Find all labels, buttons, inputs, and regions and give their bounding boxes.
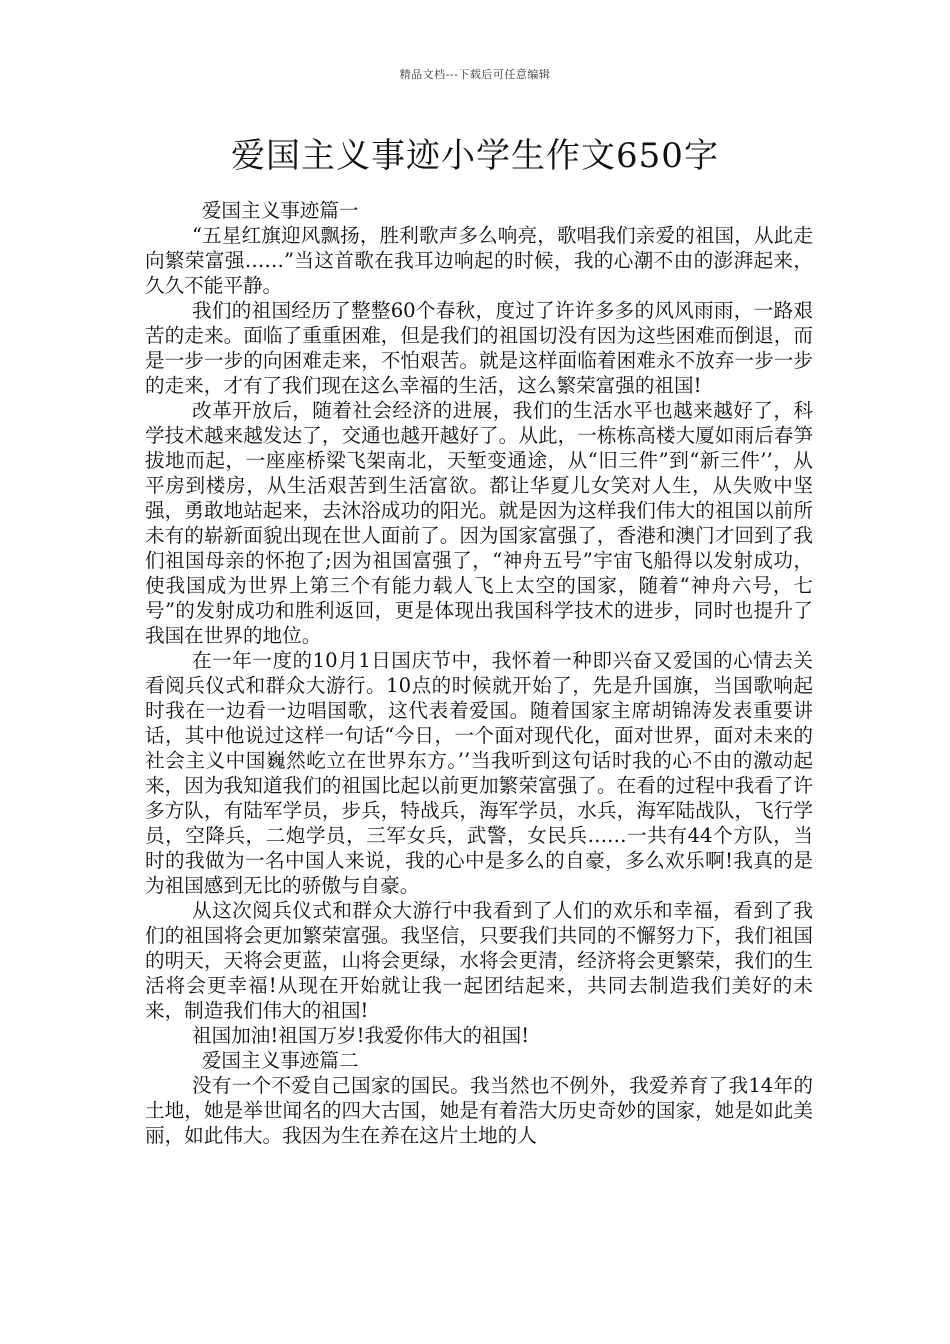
paragraph: 祖国加油!祖国万岁!我爱你伟大的祖国! — [192, 1024, 530, 1047]
section-heading-1: 爱国主义事迹篇一 — [201, 199, 359, 222]
paragraph: 没有一个不爱自己国家的国民。我当然也不例外，我爱养育了我14年的土地，她是举世闻名的四大古国，她是有着浩大历史奇妙的国家，她是如此美丽，如此伟大。我因为生在养在这片土地的人 — [145, 1074, 813, 1147]
paragraph: “五星红旗迎风飘扬，胜利歌声多么响亮，歌唱我们亲爱的祖国，从此走向繁荣富强……”当这首歌在我耳边响起的时候，我的心潮不由的澎湃起来，久久不能平静。 — [145, 224, 813, 297]
section-heading-2: 爱国主义事迹篇二 — [201, 1049, 359, 1072]
document-title: 爱国主义事迹小学生作文650字 — [231, 136, 719, 176]
paragraph: 在一年一度的10月1日国庆节中，我怀着一种即兴奋又爱国的心情去关看阅兵仪式和群众大游行。10点的时候就开始了，先是升国旗，当国歌响起时我在一边看一边唱国歌，这代表着爱国。随着国家主席胡锦涛发表重要讲话，其中他说过这样一句话“今日，一个面对现代化，面对世界，面对未来的社会主义中国巍然屹立在世界东方。’’当我听到这句话时我的心不由的激动起来，因为我知道我们的祖国比起以前更加繁荣富强了。在看的过程中我看了许多方队，有陆军学员，步兵，特战兵，海军学员，水兵，海军陆战队，飞行学员，空降兵，二炮学员，三军女兵，武警，女民兵……一共有44个方队，当时的我做为一名中国人来说，我的心中是多么的自豪，多么欢乐啊!我真的是为祖国感到无比的骄傲与自豪。 — [145, 649, 813, 897]
header-note: 精品文档---下载后可任意编辑 — [399, 68, 551, 81]
paragraph: 我们的祖国经历了整整60个春秋，度过了许许多多的风风雨雨，一路艰苦的走来。面临了重重困难，但是我们的祖国切没有因为这些困难而倒退，而是一步一步的向困难走来，不怕艰苦。就是这样面临着困难永不放弃一步一步的走来，才有了我们现在这么幸福的生活，这么繁荣富强的祖国! — [145, 299, 813, 397]
paragraph: 改革开放后，随着社会经济的进展，我们的生活水平也越来越好了，科学技术越来越发达了，交通也越开越好了。从此，一栋栋高楼大厦如雨后春笋拔地而起，一座座桥梁飞架南北，天堑变通途，从“旧三件”到“新三件’’，从平房到楼房，从生活艰苦到生活富欲。都让华夏儿女笑对人生，从失败中坚强，勇敢地站起来，去沐浴成功的阳光。就是因为这样我们伟大的祖国以前所未有的崭新面貌出现在世人面前了。因为国家富强了，香港和澳门才回到了我们祖国母亲的怀抱了;因为祖国富强了，“神舟五号”宇宙飞船得以发射成功，使我国成为世界上第三个有能力载人飞上太空的国家，随着“神舟六号，七号”的发射成功和胜利返回，更是体现出我国科学技术的进步，同时也提升了我国在世界的地位。 — [145, 399, 813, 647]
paragraph: 从这次阅兵仪式和群众大游行中我看到了人们的欢乐和幸福，看到了我们的祖国将会更加繁荣富强。我坚信，只要我们共同的不懈努力下，我们祖国的明天，天将会更蓝，山将会更绿，水将会更清，经济将会更繁荣，我们的生活将会更幸福!从现在开始就让我一起团结起来，共同去制造我们美好的未来，制造我们伟大的祖国! — [145, 899, 813, 1022]
document-body — [145, 198, 813, 1148]
